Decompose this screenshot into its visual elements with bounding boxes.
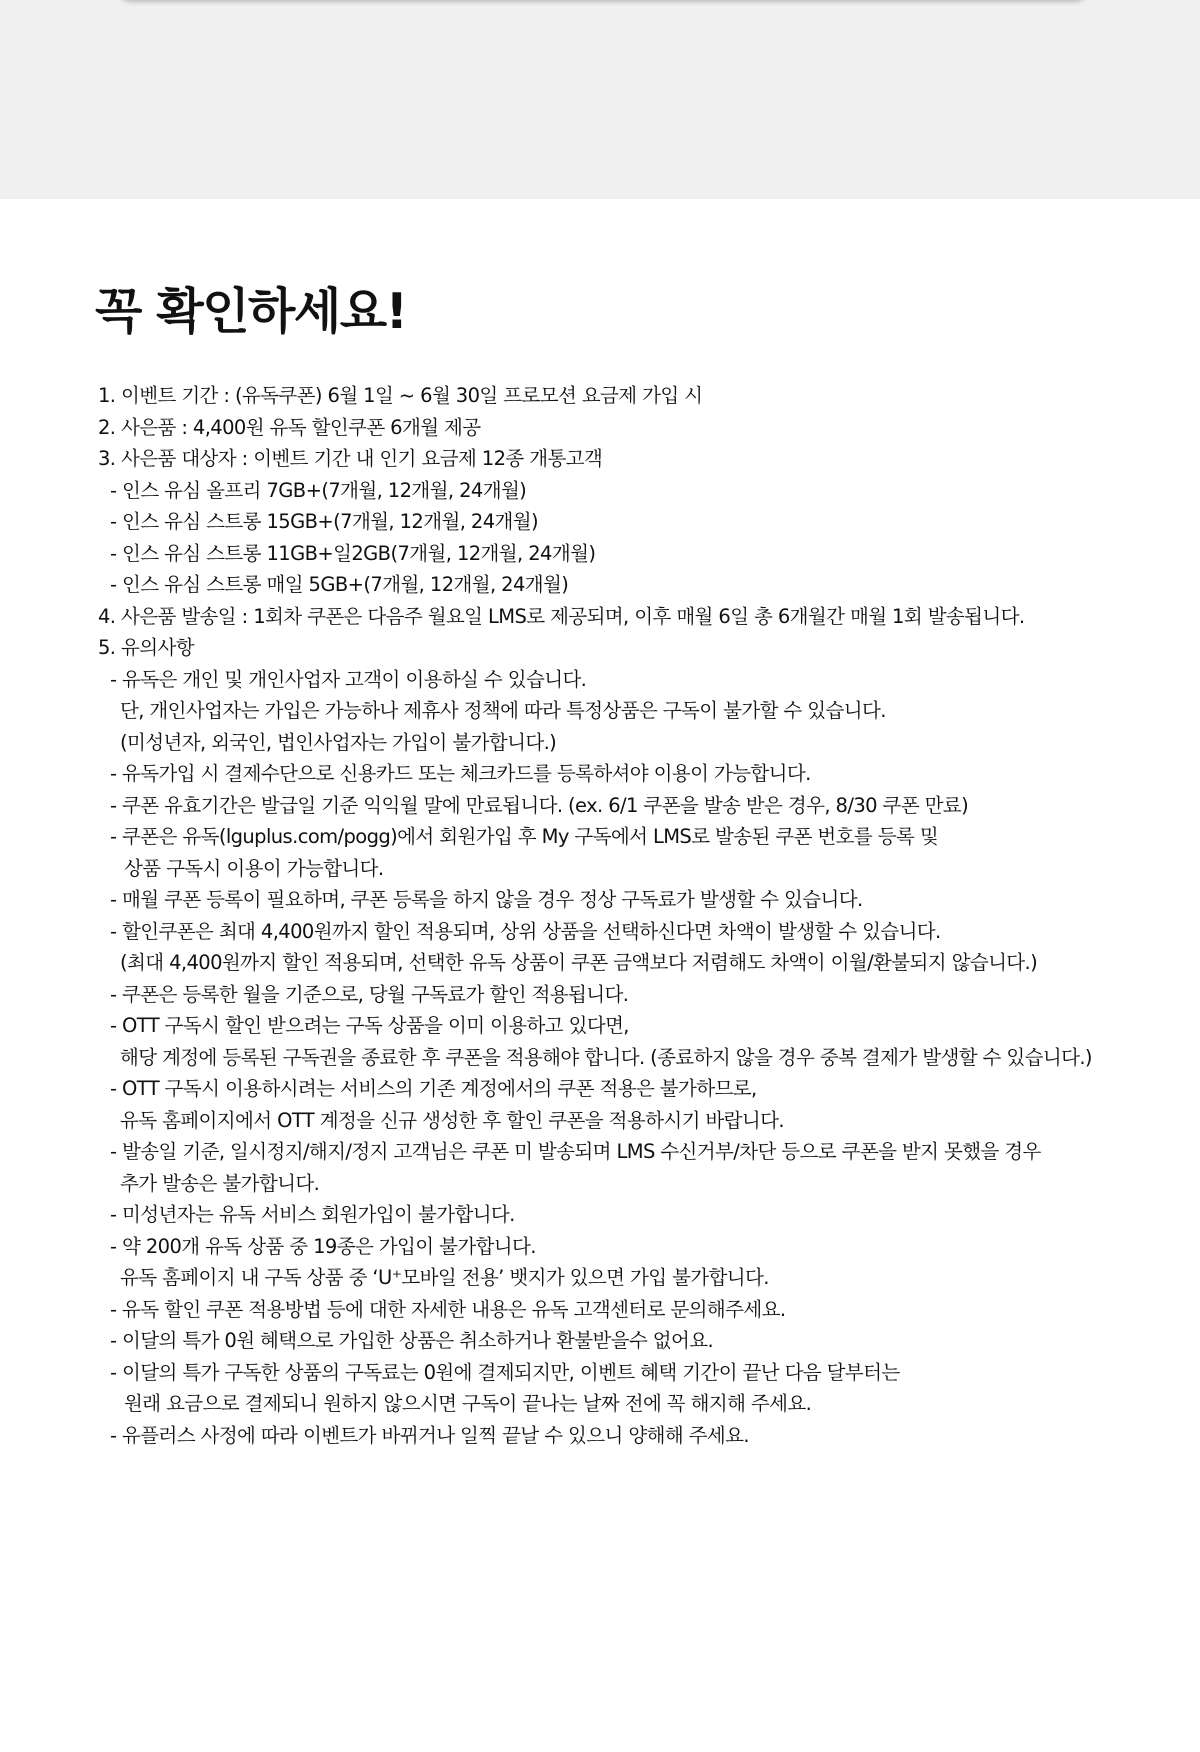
notice-line: - 인스 유심 스트롱 11GB+일2GB(7개월, 12개월, 24개월) <box>110 541 596 565</box>
notice-line: 1. 이벤트 기간 : (유독쿠폰) 6월 1일 ~ 6월 30일 프로모션 요금제 가입 시 <box>98 384 703 407</box>
notice-line: 유독 홈페이지에서 OTT 계정을 신규 생성한 후 할인 쿠폰을 적용하시기 바랍니다. <box>120 1108 784 1132</box>
notice-line: - 매월 쿠폰 등록이 필요하며, 쿠폰 등록을 하지 않을 경우 정상 구독료가 발생할 수 있습니다. <box>110 888 863 911</box>
notice-title: 꼭 확인하세요! <box>95 283 407 340</box>
notice-line: - 인스 유심 올프리 7GB+(7개월, 12개월, 24개월) <box>110 478 527 502</box>
notice-line: - 유독 할인 쿠폰 적용방법 등에 대한 자세한 내용은 유독 고객센터로 문의해주세요. <box>110 1297 786 1321</box>
notice-list <box>98 380 1178 1451</box>
notice-section <box>0 199 1200 1752</box>
notice-line: 3. 사은품 대상자 : 이벤트 기간 내 인기 요금제 12종 개통고객 <box>98 447 603 470</box>
notice-line: - 유플러스 사정에 따라 이벤트가 바뀌거나 일찍 끝날 수 있으니 양해해 주세요. <box>110 1423 749 1447</box>
notice-line: 4. 사은품 발송일 : 1회차 쿠폰은 다음주 월요일 LMS로 제공되며, 이후 매월 6일 총 6개월간 매월 1회 발송됩니다. <box>98 604 1025 628</box>
notice-line: 단, 개인사업자는 가입은 가능하나 제휴사 정책에 따라 특정상품은 구독이 불가할 수 있습니다. <box>120 699 886 722</box>
notice-line: 유독 홈페이지 내 구독 상품 중 ‘U⁺모바일 전용’ 뱃지가 있으면 가입 불가합니다. <box>120 1266 769 1289</box>
notice-line: - 쿠폰은 등록한 월을 기준으로, 당월 구독료가 할인 적용됩니다. <box>110 982 629 1006</box>
notice-line: - 인스 유심 스트롱 매일 5GB+(7개월, 12개월, 24개월) <box>110 573 569 596</box>
notice-line: (미성년자, 외국인, 법인사업자는 가입이 불가합니다.) <box>120 730 557 754</box>
notice-line: - 유독가입 시 결제수단으로 신용카드 또는 체크카드를 등록하셔야 이용이 가능합니다. <box>110 762 811 785</box>
notice-line: 추가 발송은 불가합니다. <box>120 1171 320 1195</box>
notice-line: - 쿠폰 유효기간은 발급일 기준 익익월 말에 만료됩니다. (ex. 6/1 쿠폰을 발송 받은 경우, 8/30 쿠폰 만료) <box>110 793 969 817</box>
notice-line: 2. 사은품 : 4,400원 유독 할인쿠폰 6개월 제공 <box>98 415 481 439</box>
notice-line: - OTT 구독시 할인 받으려는 구독 상품을 이미 이용하고 있다면, <box>110 1014 629 1037</box>
notice-line: - 이달의 특가 구독한 상품의 구독료는 0원에 결제되지만, 이벤트 혜택 기간이 끝난 다음 달부터는 <box>110 1360 900 1384</box>
notice-line: - 인스 유심 스트롱 15GB+(7개월, 12개월, 24개월) <box>110 510 538 533</box>
notice-line: - 유독은 개인 및 개인사업자 고객이 이용하실 수 있습니다. <box>110 667 587 691</box>
notice-line: 해당 계정에 등록된 구독권을 종료한 후 쿠폰을 적용해야 합니다. (종료하지 않을 경우 중복 결제가 발생할 수 있습니다.) <box>120 1045 1092 1069</box>
notice-line: (최대 4,400원까지 할인 적용되며, 선택한 유독 상품이 쿠폰 금액보다 저렴해도 차액이 이월/환불되지 않습니다.) <box>120 951 1038 974</box>
notice-line: - 미성년자는 유독 서비스 회원가입이 불가합니다. <box>110 1203 515 1226</box>
notice-line: - 발송일 기준, 일시정지/해지/정지 고객님은 쿠폰 미 발송되며 LMS 수신거부/차단 등으로 쿠폰을 받지 못했을 경우 <box>110 1140 1041 1163</box>
notice-line: 상품 구독시 이용이 가능합니다. <box>124 856 384 880</box>
notice-line: 원래 요금으로 결제되니 원하지 않으시면 구독이 끝나는 날짜 전에 꼭 해지해 주세요. <box>124 1392 812 1415</box>
top-banner-area <box>0 0 1200 199</box>
notice-line: - 이달의 특가 0원 혜택으로 가입한 상품은 취소하거나 환불받을수 없어요. <box>110 1329 714 1352</box>
notice-line: - 쿠폰은 유독(lguplus.com/pogg)에서 회원가입 후 My 구독에서 LMS로 발송된 쿠폰 번호를 등록 및 <box>110 825 939 848</box>
notice-line: 5. 유의사항 <box>98 636 194 659</box>
notice-line: - OTT 구독시 이용하시려는 서비스의 기존 계정에서의 쿠폰 적용은 불가하므로, <box>110 1077 757 1100</box>
notice-line: - 할인쿠폰은 최대 4,400원까지 할인 적용되며, 상위 상품을 선택하신다면 차액이 발생할 수 있습니다. <box>110 919 941 943</box>
notice-line: - 약 200개 유독 상품 중 19종은 가입이 불가합니다. <box>110 1234 536 1258</box>
